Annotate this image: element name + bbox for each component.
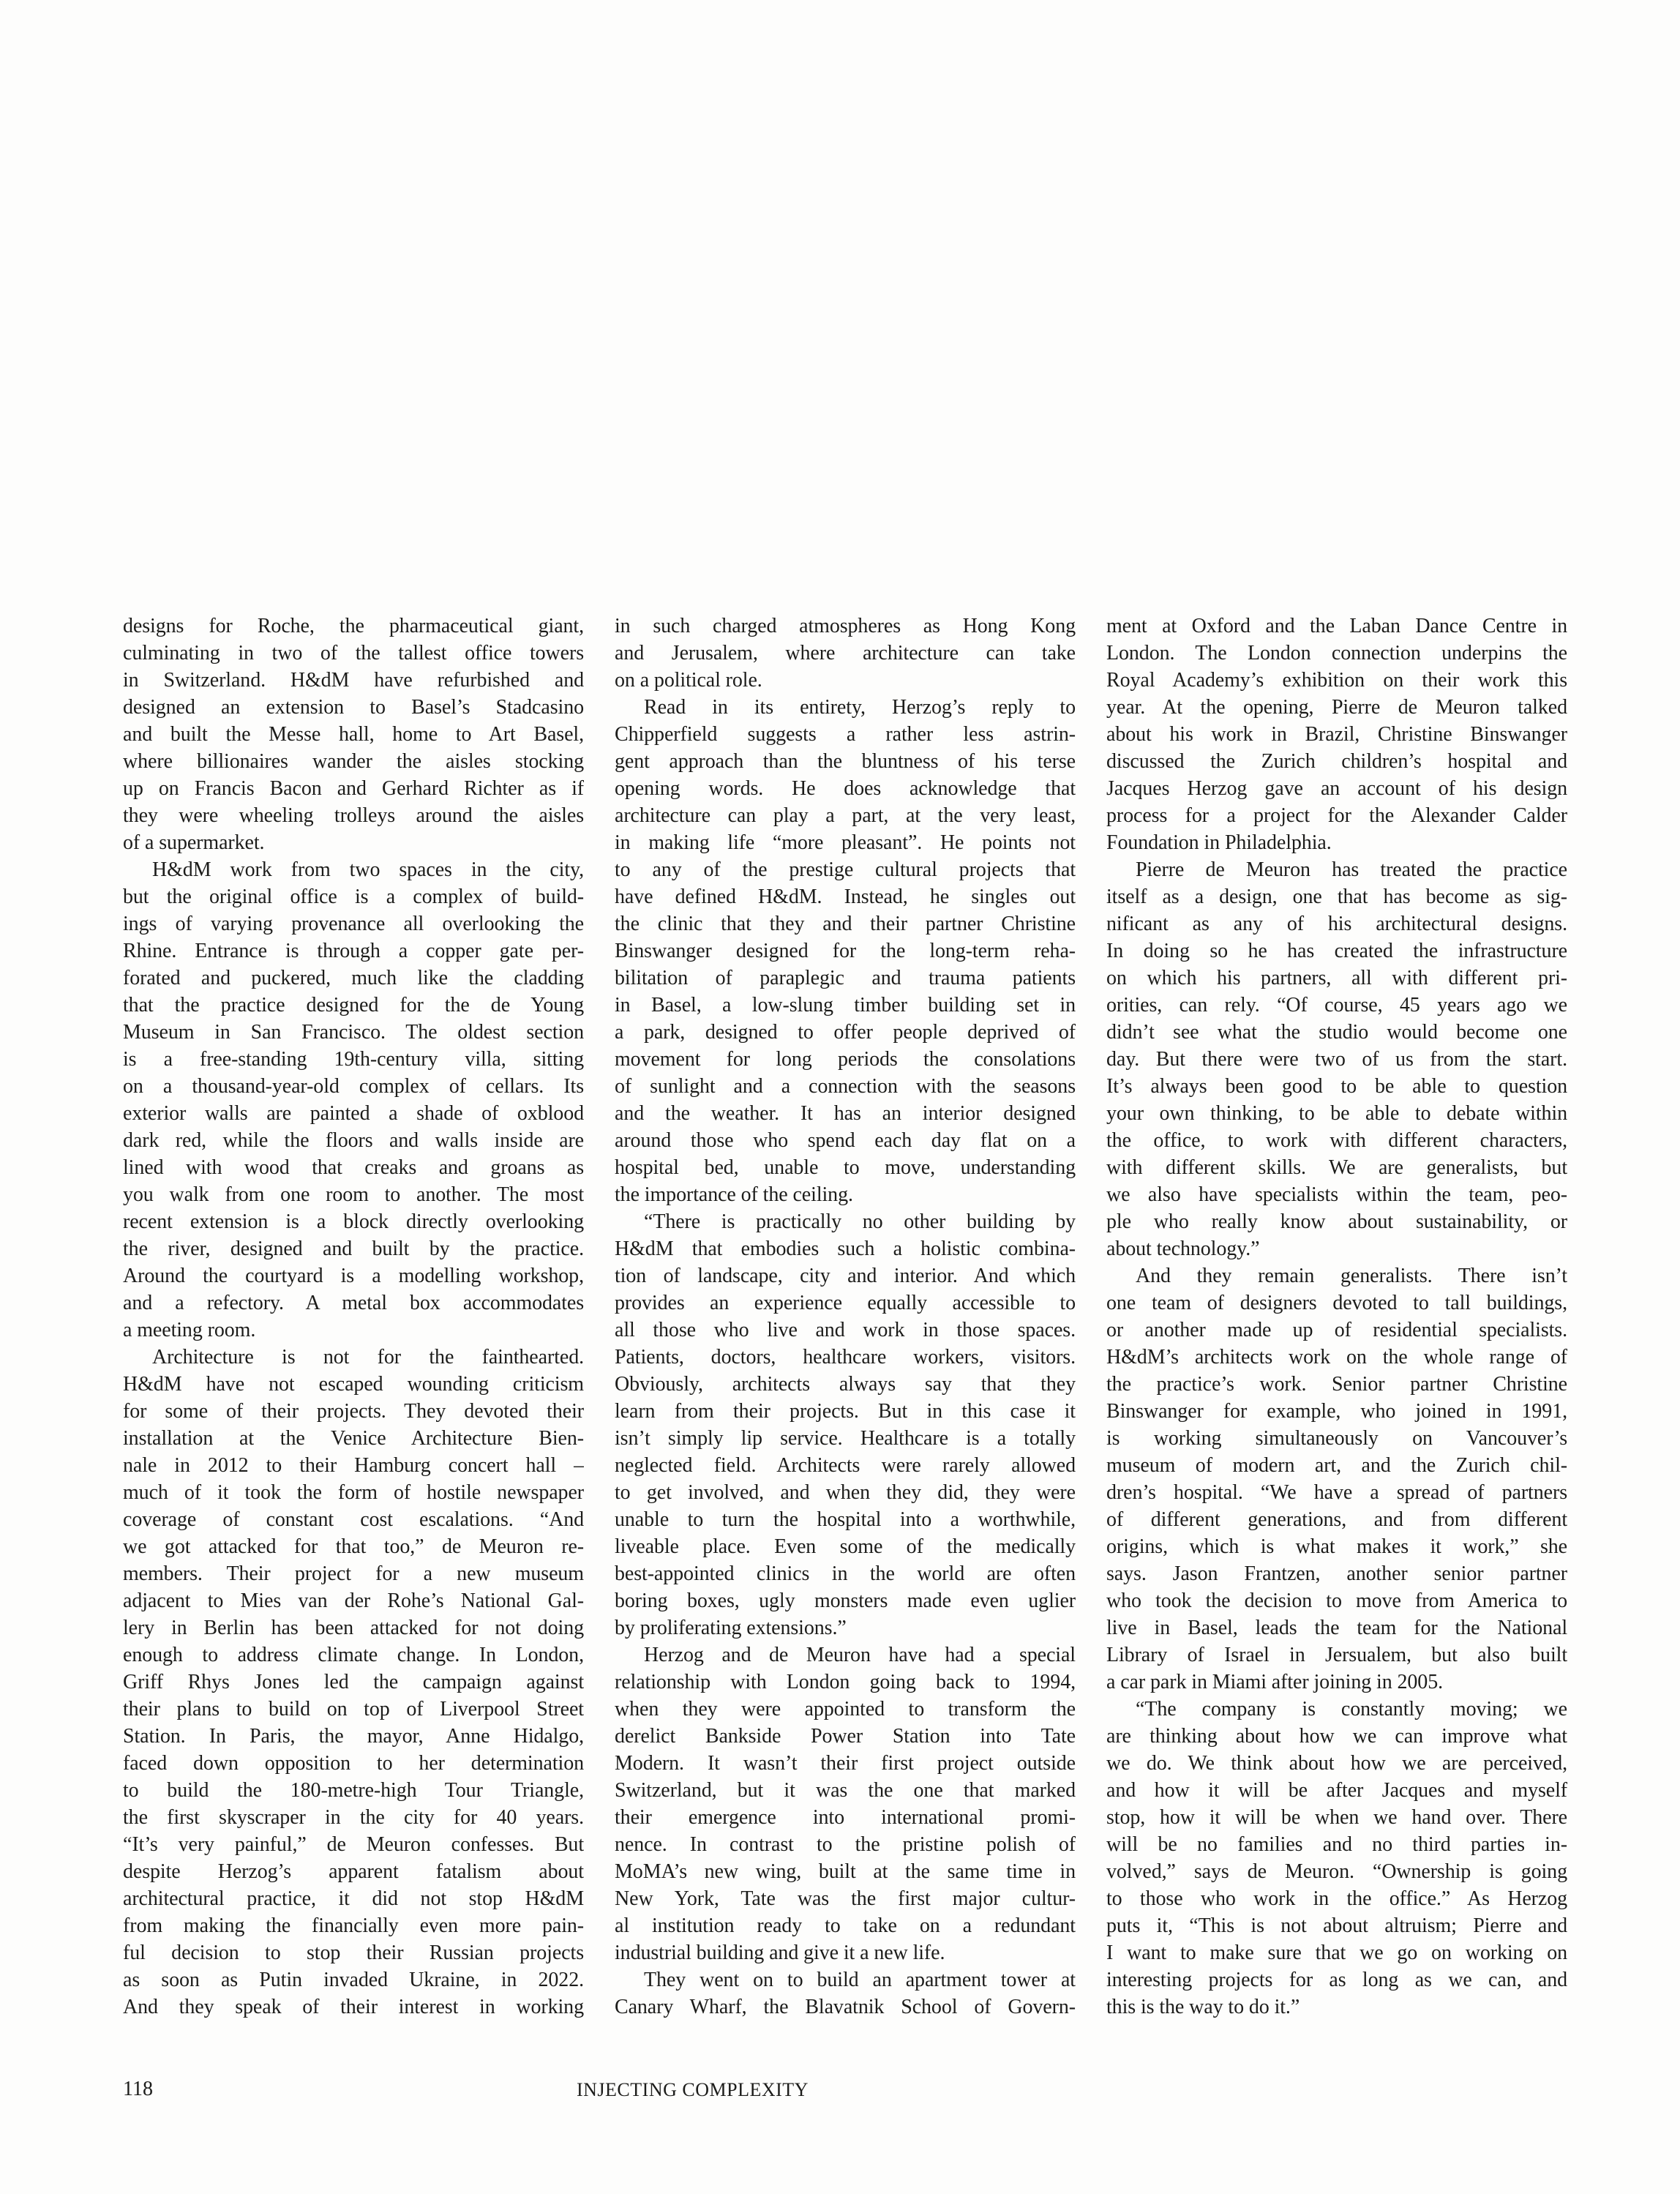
text-line: H&dM work from two spaces in the city, — [152, 858, 584, 881]
text-line: Pierre de Meuron has treated the practice — [1136, 858, 1567, 881]
text-line: Museum in San Francisco. The oldest section — [123, 1021, 584, 1044]
text-line: your own thinking, to be able to debate within — [1106, 1102, 1567, 1125]
text-line: nificant as any of his architectural designs. — [1106, 913, 1567, 935]
text-line: They went on to build an apartment tower at — [644, 1969, 1076, 1991]
text-line: to any of the prestige cultural projects that — [615, 858, 1076, 881]
text-line: their emergence into international promi- — [615, 1806, 1076, 1829]
text-line: London. The London connection underpins the — [1106, 642, 1567, 664]
text-line: tion of landscape, city and interior. And which — [615, 1265, 1076, 1287]
text-line: in Basel, a low-slung timber building set in — [615, 994, 1076, 1016]
text-line: by proliferating extensions.” — [615, 1617, 847, 1639]
text-line: “It’s very painful,” de Meuron confesses. But — [123, 1833, 584, 1856]
text-line: forated and puckered, much like the cladding — [123, 967, 584, 989]
text-line: the importance of the ceiling. — [615, 1183, 853, 1206]
text-line: on a political role. — [615, 669, 762, 692]
text-line: where billionaires wander the aisles stocking — [123, 750, 584, 773]
text-line: discussed the Zurich children’s hospital and — [1106, 750, 1567, 773]
text-line: nale in 2012 to their Hamburg concert hall – — [123, 1454, 584, 1477]
text-line: origins, which is what makes it work,” she — [1106, 1535, 1567, 1558]
text-line: we also have specialists within the team, peo- — [1106, 1183, 1567, 1206]
text-line: volved,” says de Meuron. “Ownership is going — [1106, 1860, 1567, 1883]
text-line: And they remain generalists. There isn’t — [1136, 1265, 1567, 1287]
text-line: H&dM that embodies such a holistic combina- — [615, 1238, 1076, 1260]
text-line: neglected field. Architects were rarely allowed — [615, 1454, 1076, 1477]
text-line: itself as a design, one that has become as sig- — [1106, 886, 1567, 908]
text-line: boring boxes, ugly monsters made even uglier — [615, 1590, 1076, 1612]
text-line: museum of modern art, and the Zurich chil- — [1106, 1454, 1567, 1477]
text-line: we do. We think about how we are perceived, — [1106, 1752, 1567, 1775]
text-line: up on Francis Bacon and Gerhard Richter as if — [123, 777, 584, 800]
text-line: much of it took the form of hostile newspaper — [123, 1481, 584, 1504]
text-line: Around the courtyard is a modelling workshop, — [123, 1265, 584, 1287]
text-line: movement for long periods the consolations — [615, 1048, 1076, 1071]
text-line: to those who work in the office.” As Herzog — [1106, 1887, 1567, 1910]
text-line: enough to address climate change. In London, — [123, 1644, 584, 1666]
text-line: members. Their project for a new museum — [123, 1562, 584, 1585]
text-line: Foundation in Philadelphia. — [1106, 831, 1332, 854]
text-line: dren’s hospital. “We have a spread of partners — [1106, 1481, 1567, 1504]
text-line: nence. In contrast to the pristine polish of — [615, 1833, 1076, 1856]
text-line: Modern. It wasn’t their first project outside — [615, 1752, 1076, 1775]
text-line: Rhine. Entrance is through a copper gate per- — [123, 940, 584, 962]
text-line: Griff Rhys Jones led the campaign against — [123, 1671, 584, 1693]
text-line: Station. In Paris, the mayor, Anne Hidalgo, — [123, 1725, 584, 1748]
text-line: architectural practice, it did not stop H&dM — [123, 1887, 584, 1910]
text-line: of different generations, and from different — [1106, 1508, 1567, 1531]
text-line: New York, Tate was the first major cultur- — [615, 1887, 1076, 1910]
text-line: I want to make sure that we go on working on — [1106, 1942, 1567, 1964]
text-line: lery in Berlin has been attacked for not doing — [123, 1617, 584, 1639]
text-line: Obviously, architects always say that they — [615, 1373, 1076, 1396]
text-line: isn’t simply lip service. Healthcare is a totally — [615, 1427, 1076, 1450]
text-line: Read in its entirety, Herzog’s reply to — [644, 696, 1076, 719]
text-line: one team of designers devoted to tall buildings, — [1106, 1292, 1567, 1314]
text-line: and how it will be after Jacques and myself — [1106, 1779, 1567, 1802]
text-line: ful decision to stop their Russian projects — [123, 1942, 584, 1964]
text-line: interesting projects for as long as we can, and — [1106, 1969, 1567, 1991]
text-line: Jacques Herzog gave an account of his design — [1106, 777, 1567, 800]
text-line: and built the Messe hall, home to Art Basel, — [123, 723, 584, 746]
text-line: “There is practically no other building by — [644, 1210, 1076, 1233]
text-line: but the original office is a complex of build- — [123, 886, 584, 908]
page-number: 118 — [123, 2078, 153, 2100]
text-line: Canary Wharf, the Blavatnik School of Govern- — [615, 1996, 1076, 2018]
text-line: live in Basel, leads the team for the National — [1106, 1617, 1567, 1639]
text-line: a park, designed to offer people deprived of — [615, 1021, 1076, 1044]
text-line: says. Jason Frantzen, another senior partner — [1106, 1562, 1567, 1585]
text-line: year. At the opening, Pierre de Meuron talked — [1106, 696, 1567, 719]
text-line: and the weather. It has an interior designed — [615, 1102, 1076, 1125]
text-line: with different skills. We are generalists, but — [1106, 1156, 1567, 1179]
text-line: in such charged atmospheres as Hong Kong — [615, 615, 1076, 637]
text-line: about technology.” — [1106, 1238, 1260, 1260]
text-line: all those who live and work in those spaces. — [615, 1319, 1076, 1341]
text-line: around those who spend each day flat on a — [615, 1129, 1076, 1152]
text-line: or another made up of residential specialists. — [1106, 1319, 1567, 1341]
text-line: opening words. He does acknowledge that — [615, 777, 1076, 800]
text-line: will be no families and no third parties in- — [1106, 1833, 1567, 1856]
text-line: the practice’s work. Senior partner Christine — [1106, 1373, 1567, 1396]
text-line: despite Herzog’s apparent fatalism about — [123, 1860, 584, 1883]
text-line: installation at the Venice Architecture Bien- — [123, 1427, 584, 1450]
text-line: adjacent to Mies van der Rohe’s National Gal- — [123, 1590, 584, 1612]
text-line: culminating in two of the tallest office towers — [123, 642, 584, 664]
text-line: Royal Academy’s exhibition on their work this — [1106, 669, 1567, 692]
text-line: designed an extension to Basel’s Stadcasino — [123, 696, 584, 719]
text-line: ment at Oxford and the Laban Dance Centre in — [1106, 615, 1567, 637]
text-line: Binswanger designed for the long-term reha- — [615, 940, 1076, 962]
text-line: about his work in Brazil, Christine Binswanger — [1106, 723, 1567, 746]
text-line: “The company is constantly moving; we — [1136, 1698, 1567, 1721]
text-line: didn’t see what the studio would become one — [1106, 1021, 1567, 1044]
text-line: the first skyscraper in the city for 40 years. — [123, 1806, 584, 1829]
text-line: Library of Israel in Jersualem, but also built — [1106, 1644, 1567, 1666]
text-line: their plans to build on top of Liverpool Street — [123, 1698, 584, 1721]
text-line: for some of their projects. They devoted their — [123, 1400, 584, 1423]
article-column-1 — [123, 613, 584, 2021]
article-column-3 — [1106, 613, 1567, 2021]
text-line: this is the way to do it.” — [1106, 1996, 1300, 2018]
text-line: are thinking about how we can improve what — [1106, 1725, 1567, 1748]
text-line: on which his partners, all with different pri- — [1106, 967, 1567, 989]
text-line: gent approach than the bluntness of his terse — [615, 750, 1076, 773]
text-line: dark red, while the floors and walls inside are — [123, 1129, 584, 1152]
text-line: H&dM’s architects work on the whole range of — [1106, 1346, 1567, 1369]
running-title: INJECTING COMPLEXITY — [577, 2079, 809, 2100]
text-line: designs for Roche, the pharmaceutical giant, — [123, 615, 584, 637]
text-line: architecture can play a part, at the very least, — [615, 804, 1076, 827]
text-line: the office, to work with different characters, — [1106, 1129, 1567, 1152]
text-line: in making life “more pleasant”. He points not — [615, 831, 1076, 854]
text-line: stop, how it will be when we hand over. There — [1106, 1806, 1567, 1829]
text-line: recent extension is a block directly overlooking — [123, 1210, 584, 1233]
text-line: al institution ready to take on a redundant — [615, 1914, 1076, 1937]
text-line: that the practice designed for the de Young — [123, 994, 584, 1016]
text-line: who took the decision to move from America to — [1106, 1590, 1567, 1612]
text-line: a car park in Miami after joining in 2005. — [1106, 1671, 1444, 1693]
text-line: unable to turn the hospital into a worthwhile, — [615, 1508, 1076, 1531]
text-line: Patients, doctors, healthcare workers, visitors. — [615, 1346, 1076, 1369]
text-line: of sunlight and a connection with the seasons — [615, 1075, 1076, 1098]
text-line: Binswanger for example, who joined in 1991, — [1106, 1400, 1567, 1423]
text-line: is a free-standing 19th-century villa, sitting — [123, 1048, 584, 1071]
text-line: they were wheeling trolleys around the aisles — [123, 804, 584, 827]
text-line: have defined H&dM. Instead, he singles out — [615, 886, 1076, 908]
text-line: in Switzerland. H&dM have refurbished and — [123, 669, 584, 692]
text-line: In doing so he has created the infrastructure — [1106, 940, 1567, 962]
text-line: you walk from one room to another. The most — [123, 1183, 584, 1206]
text-line: a meeting room. — [123, 1319, 256, 1341]
text-line: and a refectory. A metal box accommodates — [123, 1292, 584, 1314]
text-line: lined with wood that creaks and groans as — [123, 1156, 584, 1179]
text-line: It’s always been good to be able to question — [1106, 1075, 1567, 1098]
text-line: relationship with London going back to 1994, — [615, 1671, 1076, 1693]
text-line: H&dM have not escaped wounding criticism — [123, 1373, 584, 1396]
text-line: ings of varying provenance all overlooking the — [123, 913, 584, 935]
text-line: to get involved, and when they did, they were — [615, 1481, 1076, 1504]
text-line: Herzog and de Meuron have had a special — [644, 1644, 1076, 1666]
text-line: derelict Bankside Power Station into Tate — [615, 1725, 1076, 1748]
text-line: the clinic that they and their partner Christine — [615, 913, 1076, 935]
text-line: Switzerland, but it was the one that marked — [615, 1779, 1076, 1802]
text-line: ple who really know about sustainability, or — [1106, 1210, 1567, 1233]
text-line: process for a project for the Alexander Calder — [1106, 804, 1567, 827]
article-column-2 — [615, 613, 1076, 2021]
text-line: industrial building and give it a new life. — [615, 1942, 945, 1964]
text-line: learn from their projects. But in this case it — [615, 1400, 1076, 1423]
text-line: liveable place. Even some of the medically — [615, 1535, 1076, 1558]
text-line: from making the financially even more pain- — [123, 1914, 584, 1937]
text-line: And they speak of their interest in working — [123, 1996, 584, 2018]
text-line: and Jerusalem, where architecture can take — [615, 642, 1076, 664]
text-line: exterior walls are painted a shade of oxblood — [123, 1102, 584, 1125]
text-line: Architecture is not for the fainthearted. — [152, 1346, 584, 1369]
text-line: coverage of constant cost escalations. “And — [123, 1508, 584, 1531]
text-line: of a supermarket. — [123, 831, 265, 854]
text-line: on a thousand-year-old complex of cellars. Its — [123, 1075, 584, 1098]
text-line: when they were appointed to transform the — [615, 1698, 1076, 1721]
text-line: to build the 180-metre-high Tour Triangle, — [123, 1779, 584, 1802]
text-line: MoMA’s new wing, built at the same time in — [615, 1860, 1076, 1883]
text-line: puts it, “This is not about altruism; Pierre and — [1106, 1914, 1567, 1937]
text-line: best-appointed clinics in the world are often — [615, 1562, 1076, 1585]
text-line: is working simultaneously on Vancouver’s — [1106, 1427, 1567, 1450]
text-line: day. But there were two of us from the start. — [1106, 1048, 1567, 1071]
text-line: we got attacked for that too,” de Meuron re- — [123, 1535, 584, 1558]
text-line: Chipperfield suggests a rather less astrin- — [615, 723, 1076, 746]
text-line: provides an experience equally accessible to — [615, 1292, 1076, 1314]
text-line: hospital bed, unable to move, understanding — [615, 1156, 1076, 1179]
text-line: faced down opposition to her determination — [123, 1752, 584, 1775]
text-line: bilitation of paraplegic and trauma patients — [615, 967, 1076, 989]
text-line: orities, can rely. “Of course, 45 years ago we — [1106, 994, 1567, 1016]
text-line: the river, designed and built by the practice. — [123, 1238, 584, 1260]
text-line: as soon as Putin invaded Ukraine, in 2022. — [123, 1969, 584, 1991]
